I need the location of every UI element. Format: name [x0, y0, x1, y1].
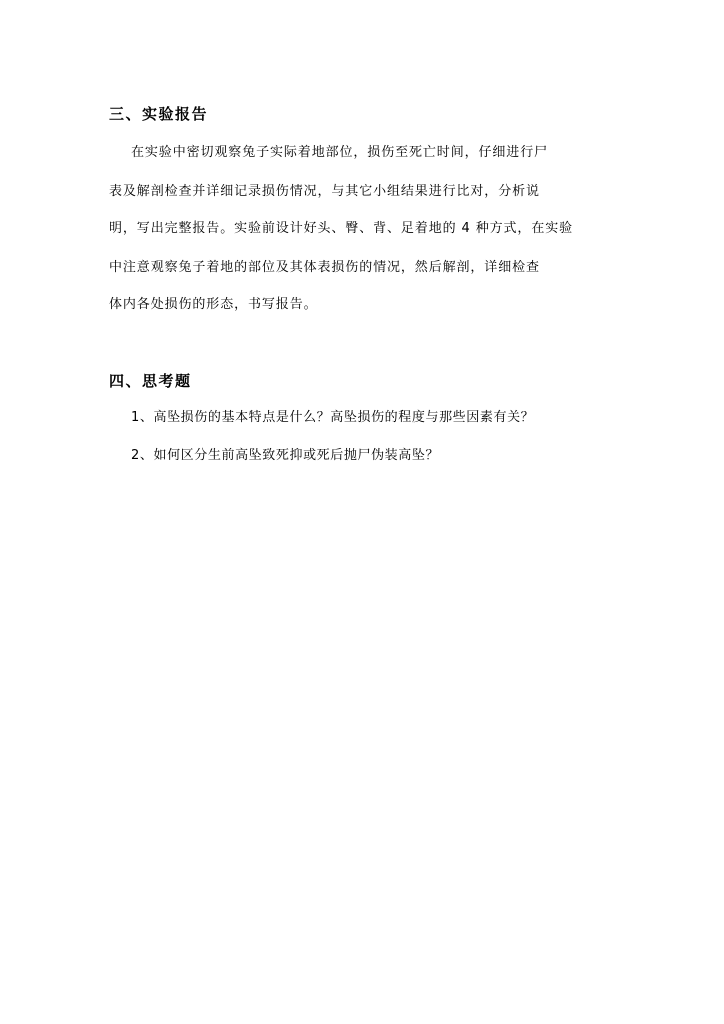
- section-4-heading: 四、思考题: [109, 372, 192, 390]
- question-1: 1、高坠损伤的基本特点是什么？高坠损伤的程度与那些因素有关？: [131, 410, 535, 425]
- paragraph-line-1: 在实验中密切观察兔子实际着地部位，损伤至死亡时间，仔细进行尸: [131, 145, 549, 160]
- paragraph-line-4: 中注意观察兔子着地的部位及其体表损伤的情况，然后解剖，详细检查: [109, 260, 540, 275]
- paragraph-line-2: 表及解剖检查并详细记录损伤情况，与其它小组结果进行比对，分析说: [109, 184, 540, 199]
- section-3-heading: 三、实验报告: [109, 105, 209, 123]
- paragraph-line-5: 体内各处损伤的形态，书写报告。: [109, 297, 318, 312]
- paragraph-line-3: 明，写出完整报告。实验前设计好头、臀、背、足着地的 4 种方式，在实验: [109, 221, 574, 236]
- question-2: 2、如何区分生前高坠致死抑或死后抛尸伪装高坠？: [131, 448, 440, 463]
